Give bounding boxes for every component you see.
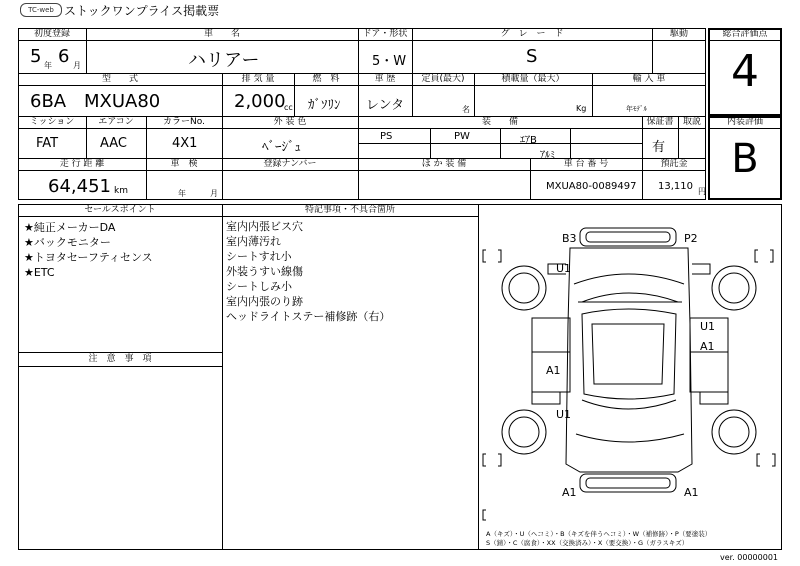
mileage-header: 走 行 距 離 (59, 159, 105, 169)
fuel-header: 燃 料 (312, 74, 340, 84)
load-unit: Kg (576, 104, 587, 113)
car-name-value: ハリアー (188, 50, 260, 71)
sales-points-header: セールスポイント (84, 205, 156, 215)
mark-a1-right: A1 (700, 340, 715, 353)
notes-header: 注 意 事 項 (88, 354, 152, 364)
year-unit: 年 (44, 61, 52, 70)
equip-alumi: ｱﾙﾐ (540, 150, 555, 161)
mark-b3: B3 (562, 232, 577, 245)
chassis-no-value: MXUA80-0089497 (546, 181, 637, 192)
manual-header: 取説 (682, 117, 701, 127)
displacement-value: 2,000 (234, 91, 286, 112)
drive-header: 駆動 (669, 29, 688, 39)
exterior-color-value: ﾍﾞｰｼﾞｭ (262, 140, 301, 155)
overall-score-value: 4 (731, 46, 759, 97)
chassis-no-header: 車 台 番 号 (563, 159, 609, 169)
remarks-list (226, 219, 390, 324)
car-name-header: 車 名 (203, 29, 240, 39)
mileage-value: 64,451 (48, 176, 111, 197)
import-model-year-label: 年ﾓﾃﾞﾙ (626, 105, 647, 113)
inspection-header: 車 検 (170, 159, 198, 169)
list-item: ヘッドライトステー補修跡（右） (226, 310, 391, 323)
legend-line-1: A（キズ）・U（ヘコミ）・B（キズを伴うヘコミ）・W（補修跡）・P（要塗装） (486, 530, 712, 538)
capacity-unit: 名 (462, 105, 470, 114)
first-reg-month: 6 (58, 46, 70, 67)
equip-ps: PS (380, 131, 393, 142)
recycle-value: 13,110 (658, 181, 693, 192)
model-code: MXUA80 (84, 91, 161, 112)
list-item: 室内内張のり跡 (226, 295, 303, 308)
equipment-header: 装 備 (481, 117, 518, 127)
capacity-header: 定員(最大) (421, 74, 465, 84)
interior-score-value: B (731, 136, 759, 182)
door-value: 5・W (372, 54, 407, 69)
door-header: ドア・形状 (362, 29, 408, 39)
mark-u1-front-left: U1 (556, 408, 572, 421)
mark-u1-right: U1 (700, 320, 716, 333)
fuel-value: ｶﾞｿﾘﾝ (308, 98, 341, 113)
mark-a1-front-right: A1 (684, 486, 699, 499)
color-no-header: カラーNo. (163, 117, 205, 127)
history-header: 車 歴 (374, 74, 396, 84)
list-item: ★トヨタセーフティセンス (24, 251, 153, 264)
overall-score-header: 総合評価点 (722, 29, 768, 39)
mark-a1-front-left: A1 (562, 486, 577, 499)
mark-a1-left: A1 (546, 364, 561, 377)
month-unit: 月 (73, 61, 81, 70)
version-label: ver. 00000001 (719, 553, 778, 562)
first-reg-header: 初度登録 (33, 29, 70, 39)
plate-header: 登録ナンバー (263, 159, 317, 169)
recycle-unit: 円 (698, 187, 706, 196)
list-item: ★ETC (24, 266, 55, 279)
list-item: ★純正メーカーDA (24, 221, 116, 234)
displacement-unit: cc (284, 103, 293, 112)
warranty-value: 有 (652, 140, 666, 155)
interior-score-header: 内装評価 (726, 117, 763, 127)
list-item: シートしみ小 (226, 280, 292, 293)
mileage-unit: km (114, 186, 128, 196)
remarks-header: 特記事項・不具合箇所 (304, 205, 395, 215)
list-item: 外装うすい線傷 (226, 265, 303, 278)
grade-header: グ レ ー ド (500, 29, 564, 39)
logo: TC-web (20, 3, 62, 17)
history-value: レンタ (366, 98, 405, 113)
warranty-header: 保証書 (646, 117, 674, 127)
mission-header: ミッション (29, 117, 75, 127)
list-item: 室内薄汚れ (226, 235, 281, 248)
model-header: 型 式 (101, 74, 138, 84)
color-no-value: 4X1 (172, 136, 198, 151)
list-item: シートすれ小 (226, 250, 292, 263)
car-damage-diagram (478, 204, 782, 550)
inspection-month-unit: 月 (210, 189, 218, 198)
mark-p2: P2 (684, 232, 698, 245)
exterior-color-header: 外 装 色 (273, 117, 307, 127)
grade-value: S (526, 46, 538, 67)
equip-pw: PW (454, 131, 470, 142)
other-equipment-header: ほ か 装 備 (421, 159, 467, 169)
mission-value: FAT (36, 136, 59, 151)
first-reg-year: 5 (30, 46, 42, 67)
legend-line-2: S（錆）・C（腐食）・XX（交換済み）・X（要交換）・G（ガラスキズ） (486, 539, 689, 547)
equip-airbag: ｴｱB (520, 135, 537, 146)
list-item: ★バックモニター (24, 236, 111, 249)
model-prefix: 6BA (30, 91, 67, 112)
aircon-header: エアコン (98, 117, 134, 127)
displacement-header: 排 気 量 (241, 74, 275, 84)
sales-points-list (24, 220, 153, 280)
recycle-header: 預託金 (660, 159, 688, 169)
main-info-grid (18, 28, 706, 200)
aircon-value: AAC (100, 136, 127, 151)
mark-u1-rear-left: U1 (556, 262, 572, 275)
load-header: 積載量（最大） (501, 74, 565, 84)
inspection-year-unit: 年 (178, 189, 186, 198)
import-header: 輸 入 車 (632, 74, 666, 84)
document-title: ストックワンプライス掲載票 (64, 4, 220, 18)
list-item: 室内内張ビス穴 (226, 220, 303, 233)
